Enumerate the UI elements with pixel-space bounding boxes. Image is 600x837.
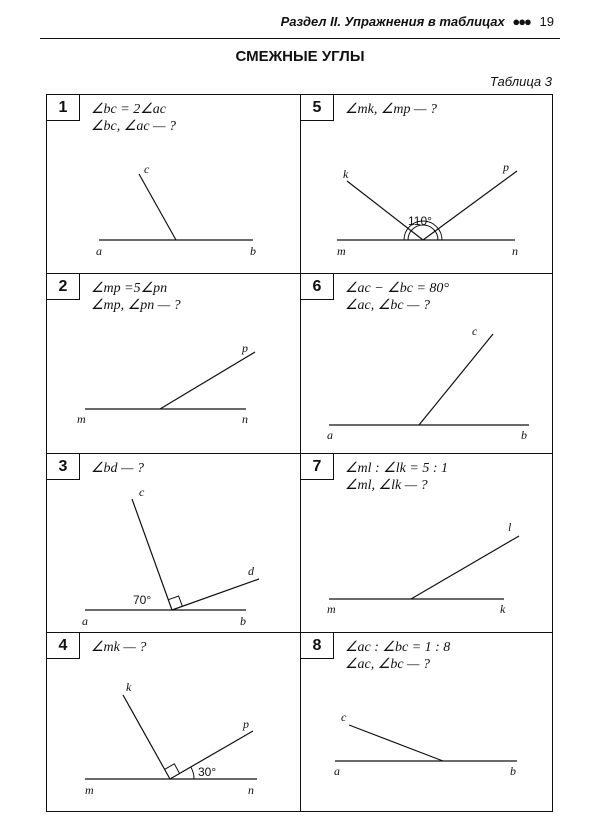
running-head [281,14,554,29]
angle-arc [191,767,194,779]
exercise-number: 5 [300,94,334,121]
angle-value: 30° [198,765,217,779]
condition-line: ∠bc = 2∠ac [91,102,166,117]
exercise-number: 4 [46,632,80,659]
label-k: k [500,602,506,616]
condition-line: ∠mp =5∠pn [91,281,168,296]
header-rule [40,38,560,39]
exercise-number: 8 [300,632,334,659]
exercise-number: 1 [46,94,80,121]
angle-diagram [47,454,303,634]
condition-line: ∠ac, ∠bc — ? [345,657,430,672]
exercise-panel-7 [300,453,553,633]
exercise-panel-5 [300,94,553,274]
angle-value: 110° [408,214,432,228]
dots-icon: ●●● [512,14,530,29]
condition-line: ∠mk — ? [91,640,147,655]
label-c: c [139,485,145,499]
label-b: b [510,764,516,778]
condition-line: ∠ac − ∠bc = 80° [345,281,450,296]
label-a: a [334,764,340,778]
label-b: b [521,428,527,442]
angle-diagram [47,95,303,275]
exercise-number: 3 [46,453,80,480]
angle-diagram [301,633,554,813]
exercise-panel-8 [300,632,553,812]
exercise-panel-2 [46,273,302,454]
angle-diagram [301,454,554,634]
ray-l [411,536,519,599]
label-a: a [327,428,333,442]
label-c: c [341,710,347,724]
ray-d [172,579,259,610]
label-k: k [126,680,132,694]
label-m: m [337,244,346,258]
ray-p [160,352,255,409]
condition-line: ∠mp, ∠pn — ? [91,298,181,313]
exercise-panel-4 [46,632,302,812]
exercise-panel-1 [46,94,302,274]
angle-diagram [301,274,554,455]
label-b: b [240,614,246,628]
section-name: Раздел II. Упражнения в таблицах [280,14,505,29]
label-n: n [242,412,248,426]
ray-c [139,174,176,240]
condition-line: ∠ac, ∠bc — ? [345,298,430,313]
condition-line: ∠bd — ? [91,461,144,476]
ray-p [423,171,517,240]
label-a: a [82,614,88,628]
angle-diagram [301,95,554,275]
exercise-number: 7 [300,453,334,480]
label-l: l [508,520,512,534]
label-p: p [242,341,248,355]
exercise-panel-3 [46,453,302,633]
label-p: p [503,160,509,174]
label-k: k [343,167,349,181]
label-a: a [96,244,102,258]
page-title: СМЕЖНЫЕ УГЛЫ [235,48,365,65]
label-m: m [85,783,94,797]
label-b: b [250,244,256,258]
table-label: Таблица 3 [489,74,552,89]
label-m: m [327,602,336,616]
label-p: p [243,717,249,731]
right-angle-mark [165,764,180,774]
ray-k [347,181,423,240]
ray-c [419,334,493,425]
condition-line: ∠mk, ∠mp — ? [345,102,437,117]
ray-c [349,725,443,761]
condition-line: ∠ml : ∠lk = 5 : 1 [345,461,448,476]
exercise-number: 2 [46,273,80,300]
condition-line: ∠ac : ∠bc = 1 : 8 [345,640,451,655]
ray-k [123,695,170,779]
exercise-number: 6 [300,273,334,300]
label-m: m [77,412,86,426]
condition-line: ∠bc, ∠ac — ? [91,119,176,134]
label-c: c [472,324,478,338]
page-number: 19 [539,14,554,29]
angle-diagram [47,274,303,455]
label-n: n [512,244,518,258]
label-d: d [248,564,254,578]
condition-line: ∠ml, ∠lk — ? [345,478,428,493]
angle-value: 70° [133,593,152,607]
angle-diagram [47,633,303,813]
label-c: c [144,162,150,176]
exercise-panel-6 [300,273,553,454]
label-n: n [248,783,254,797]
